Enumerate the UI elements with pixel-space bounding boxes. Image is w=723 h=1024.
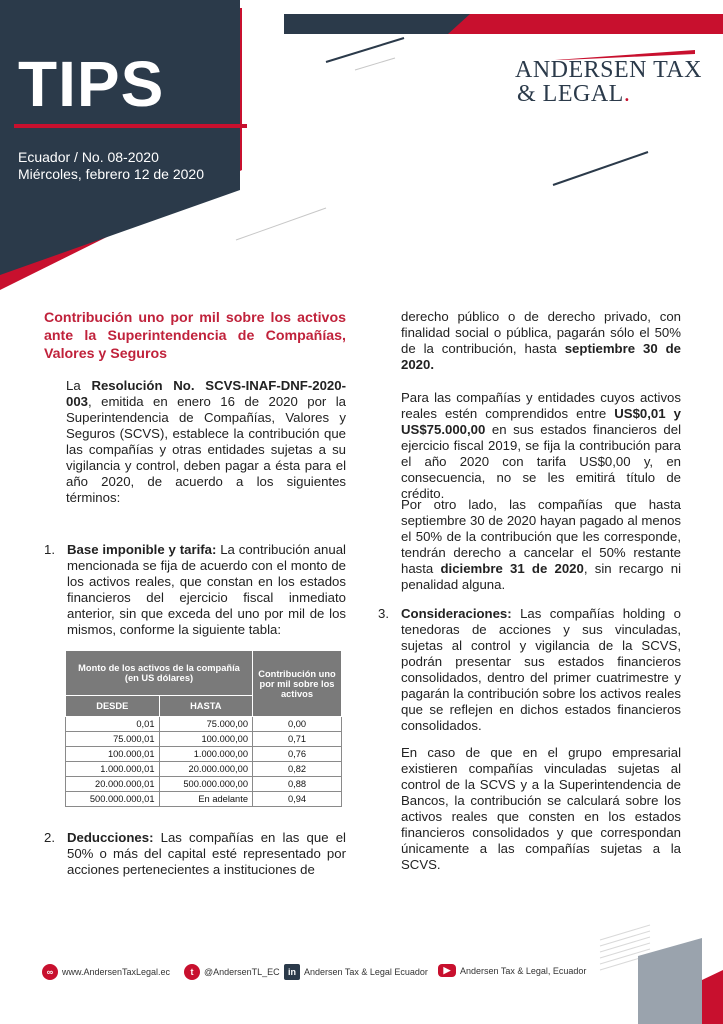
article-heading: Contribución uno por mil sobre los activos ante la Superintendencia de Compañías, Valores y Seguros — [44, 310, 346, 362]
footer-decoration — [590, 920, 723, 1024]
right-para-4: En caso de que en el grupo empresarial existieren compañías vinculadas sujetas al control de la SCVS y a la Superintendencia de Bancos, la contribución se calculará sobre los activos reales que consten en los estados financieros consolidados y que correspondan únicamente a las compañías sujetas a la SCVS. — [401, 745, 681, 872]
intro-paragraph: La Resolución No. SCVS-INAF-DNF-2020-003, emitida en enero 16 de 2020 por la Superintendencia de Compañías, Valores y Seguros (SCVS), establece la contribución que las compañías y otras entidades sujetas a su vigilancia y control, deben pagar a ésta para el año 2020, de acuerdo a los siguientes términos: — [66, 378, 346, 505]
footer-youtube-link[interactable]: ▶ Andersen Tax & Legal, Ecuador — [438, 964, 586, 977]
issue-number: Ecuador / No. 08-2020 — [18, 149, 159, 165]
brand-dot: . — [623, 81, 631, 107]
list-item-1: 1. Base imponible y tarifa: La contribución anual mencionada se fija de acuerdo con el monto de los activos reales, que constan en los estados financieros del ejercicio fiscal inmediato anterior, sin que exceda del uno por mil de los mismos, conforme la siguiente tabla: — [44, 542, 346, 637]
issue-info — [18, 149, 204, 183]
twitter-icon: t — [184, 964, 200, 980]
item2-text: Las compañías en las que el 50% o más del capital esté representado por acciones pertenecientes a instituciones de — [67, 830, 346, 877]
resolution-number: Resolución No. SCVS-INAF-DNF-2020-003 — [66, 378, 346, 409]
right-para-3: Por otro lado, las compañías que hasta septiembre 30 de 2020 hayan pagado al menos el 50% de la contribución que les corresponde, tendrán derecho a cancelar el 50% restante hasta diciembre 31 de 2020, sin recargo ni penalidad alguna. — [401, 497, 681, 592]
right-para-1: derecho público o de derecho privado, con finalidad social o pública, pagarán sólo el 50% de la contribución, hasta septiembre 30 de 2020. — [401, 309, 682, 372]
accent-line — [355, 58, 395, 70]
top-red-bar — [448, 14, 723, 34]
list-item-2: 2. Deducciones: Las compañías en las que el 50% o más del capital esté representado por acciones pertenecientes a instituciones de — [44, 830, 346, 877]
table-header-rate: Contribución uno por mil sobre los activos — [253, 651, 342, 717]
item3-text: Las compañías holding o tenedoras de acciones y sus vinculadas, sujetas al control y vigilancia de la SCVS, podrán presentar sus estados financieros consolidados, dentro del primer cuatrimestre y pagarán la contribución sobre los activos reales que se reflejen en dichos estados financieros consolidados. — [401, 606, 681, 733]
footer-web-link[interactable]: ∞ www.AndersenTaxLegal.ec — [42, 964, 170, 980]
table-row: 20.000.000,01 500.000.000,00 0,88 — [66, 777, 342, 792]
table-col-from: DESDE — [66, 696, 160, 717]
footer-linkedin-link[interactable]: in Andersen Tax & Legal Ecuador — [284, 964, 428, 980]
accent-line — [553, 152, 648, 185]
item3-title: Consideraciones: — [401, 606, 512, 621]
table-row: 1.000.000,01 20.000.000,00 0,82 — [66, 762, 342, 777]
brand-logo — [515, 58, 705, 106]
brand-line2: & LEGAL — [517, 81, 624, 107]
contribution-table — [65, 650, 342, 807]
title-underline — [14, 124, 247, 128]
table-row: 500.000.000,01 En adelante 0,94 — [66, 792, 342, 807]
linkedin-icon: in — [284, 964, 300, 980]
table-col-to: HASTA — [159, 696, 253, 717]
left-column — [44, 309, 346, 363]
right-para-2: Para las compañías y entidades cuyos activos reales estén comprendidos entre US$0,01 y US$75.000,00 en sus estados financieros del ejercicio fiscal 2019, se fija la contribución para el año 2020 con tarifa US$0,00 y, en consecuencia, no se les emitirá título de crédito. — [401, 390, 681, 501]
item1-title: Base imponible y tarifa: — [67, 542, 217, 557]
youtube-icon: ▶ — [438, 964, 456, 977]
table-row: 100.000,01 1.000.000,00 0,76 — [66, 747, 342, 762]
item2-title: Deducciones: — [67, 830, 154, 845]
accent-line — [236, 208, 326, 240]
table-row: 75.000,01 100.000,00 0,71 — [66, 732, 342, 747]
footer-twitter-link[interactable]: t @AndersenTL_EC — [184, 964, 280, 980]
issue-date: Miércoles, febrero 12 de 2020 — [18, 166, 204, 182]
table-row: 0,01 75.000,00 0,00 — [66, 717, 342, 732]
link-icon: ∞ — [42, 964, 58, 980]
item1-text: La contribución anual mencionada se fija de acuerdo con el monto de los activos reales, que constan en los estados financieros del ejercicio fiscal inmediato anterior, sin que exceda del uno por mil de los mismos, conforme la siguiente tabla: — [67, 542, 346, 637]
brand-line1: ANDERSEN TAX — [515, 57, 702, 83]
page-title: TIPS — [18, 48, 165, 120]
table-header-amount: Monto de los activos de la compañía (en US dólares) — [66, 651, 253, 696]
list-item-3: 3. Consideraciones: Las compañías holding o tenedoras de acciones y sus vinculadas, sujetas al control y vigilancia de la SCVS, podrán presentar sus estados financieros consolidados, dentro del primer cuatrimestre y pagarán la contribución sobre los activos reales que se reflejen en dichos estados financieros consolidados. — [378, 606, 681, 733]
